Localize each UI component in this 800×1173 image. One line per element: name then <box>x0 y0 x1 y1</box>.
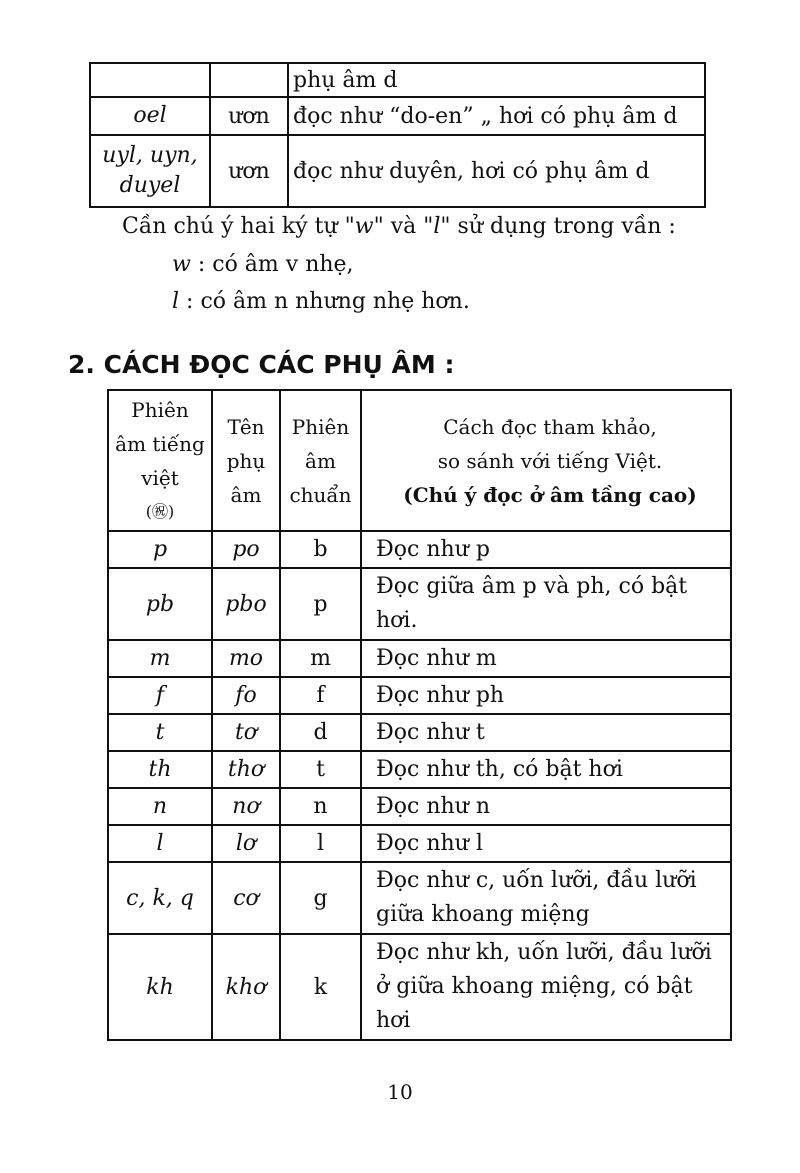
cell-standard: b <box>280 531 361 568</box>
header-line: (㊗) <box>145 501 175 521</box>
cell-transcription: l <box>108 825 212 862</box>
header-line: Phiên <box>291 414 350 439</box>
cell-description: Đọc như kh, uốn lưỡi, đầu lưỡi ở giữa khoang miệng, có bật hơi <box>361 934 731 1040</box>
cell-vietnamese: ươn <box>210 97 288 135</box>
cell-standard: m <box>280 640 361 677</box>
cell-description: Đọc như ph <box>361 677 731 714</box>
header-line: việt <box>141 465 179 490</box>
cell-description: Đọc như t <box>361 714 731 751</box>
note-text: : có âm n nhưng nhẹ hơn. <box>179 289 470 314</box>
cell-description: Đọc như n <box>361 788 731 825</box>
cell-consonant-name: cơ <box>212 862 280 934</box>
cell-transcription: p <box>108 531 212 568</box>
table-row <box>108 677 731 714</box>
vowel-continuation-table <box>89 62 706 208</box>
cell-consonant-name: khơ <box>212 934 280 1040</box>
cell-standard: l <box>280 825 361 862</box>
header-note: (Chú ý đọc ở âm tầng cao) <box>403 482 697 507</box>
table-row <box>108 640 731 677</box>
header-transcription <box>108 390 212 531</box>
table-row <box>108 714 731 751</box>
table-row <box>108 862 731 934</box>
cell-transcription: c, k, q <box>108 862 212 934</box>
cell-transcription: kh <box>108 934 212 1040</box>
note-text: " và " <box>373 214 434 239</box>
cell-vietnamese <box>210 63 288 97</box>
header-reading-guide <box>361 390 731 531</box>
cell-transcription: t <box>108 714 212 751</box>
cell-standard: n <box>280 788 361 825</box>
cell-line: duyel <box>119 173 181 198</box>
symbol-w: w <box>172 252 191 277</box>
cell-standard: p <box>280 568 361 640</box>
cell-description: Đọc như l <box>361 825 731 862</box>
cell-transcription: pb <box>108 568 212 640</box>
header-line: Cách đọc tham khảo, <box>443 414 657 439</box>
section-heading: 2. CÁCH ĐỌC CÁC PHỤ ÂM : <box>68 350 455 379</box>
table-row <box>108 934 731 1040</box>
cell-line: uyl, uyn, <box>102 143 198 168</box>
header-line: âm tiếng <box>115 431 205 456</box>
symbol-w: w <box>354 214 374 239</box>
header-line: phụ <box>226 448 266 473</box>
note-line <box>122 214 676 239</box>
table-row <box>108 531 731 568</box>
cell-description: đọc như “do-en” „ hơi có phụ âm d <box>288 97 705 135</box>
table-row <box>108 751 731 788</box>
header-line: so sánh với tiếng Việt. <box>437 448 663 473</box>
cell-description: đọc như duyên, hơi có phụ âm d <box>288 135 705 207</box>
cell-consonant-name: po <box>212 531 280 568</box>
cell-consonant-name: lơ <box>212 825 280 862</box>
header-standard-transcription <box>280 390 361 531</box>
cell-description: Đọc như th, có bật hơi <box>361 751 731 788</box>
symbol-l: l <box>433 214 441 239</box>
cell-description: Đọc như p <box>361 531 731 568</box>
symbol-l: l <box>172 289 180 314</box>
table-row <box>90 63 705 97</box>
cell-transcription: th <box>108 751 212 788</box>
table-header-row <box>108 390 731 531</box>
cell-standard: f <box>280 677 361 714</box>
page-number: 10 <box>387 1080 413 1104</box>
cell-consonant-name: nơ <box>212 788 280 825</box>
cell-transcription: f <box>108 677 212 714</box>
cell-consonant-name: thơ <box>212 751 280 788</box>
cell-standard: g <box>280 862 361 934</box>
header-line: âm <box>230 482 262 507</box>
header-line: Tên <box>227 414 265 439</box>
header-line: Phiên <box>131 397 189 422</box>
note-text: Cần chú ý hai ký tự " <box>122 214 355 239</box>
cell-consonant-name: mo <box>212 640 280 677</box>
cell-transcription: m <box>108 640 212 677</box>
table-row <box>108 568 731 640</box>
cell-transcription: n <box>108 788 212 825</box>
cell-transcription: oel <box>90 97 210 135</box>
cell-standard: d <box>280 714 361 751</box>
cell-standard: t <box>280 751 361 788</box>
consonant-table <box>107 389 732 1041</box>
note-text: : có âm v nhẹ, <box>190 252 354 277</box>
cell-description: Đọc giữa âm p và ph, có bật hơi. <box>361 568 731 640</box>
cell-transcription <box>90 135 210 207</box>
note-line <box>172 289 470 314</box>
header-consonant-name <box>212 390 280 531</box>
header-line: âm <box>305 448 336 473</box>
cell-description: Đọc như m <box>361 640 731 677</box>
table-row <box>90 97 705 135</box>
note-line <box>172 252 354 277</box>
cell-standard: k <box>280 934 361 1040</box>
header-line: chuẩn <box>289 482 352 507</box>
table-row <box>108 788 731 825</box>
cell-description: Đọc như c, uốn lưỡi, đầu lưỡi giữa khoang miệng <box>361 862 731 934</box>
table-row <box>108 825 731 862</box>
cell-transcription <box>90 63 210 97</box>
table-row <box>90 135 705 207</box>
cell-consonant-name: tơ <box>212 714 280 751</box>
cell-consonant-name: fo <box>212 677 280 714</box>
note-text: " sử dụng trong vần : <box>440 214 676 239</box>
cell-description: phụ âm d <box>288 63 705 97</box>
cell-vietnamese: ươn <box>210 135 288 207</box>
cell-consonant-name: pbo <box>212 568 280 640</box>
